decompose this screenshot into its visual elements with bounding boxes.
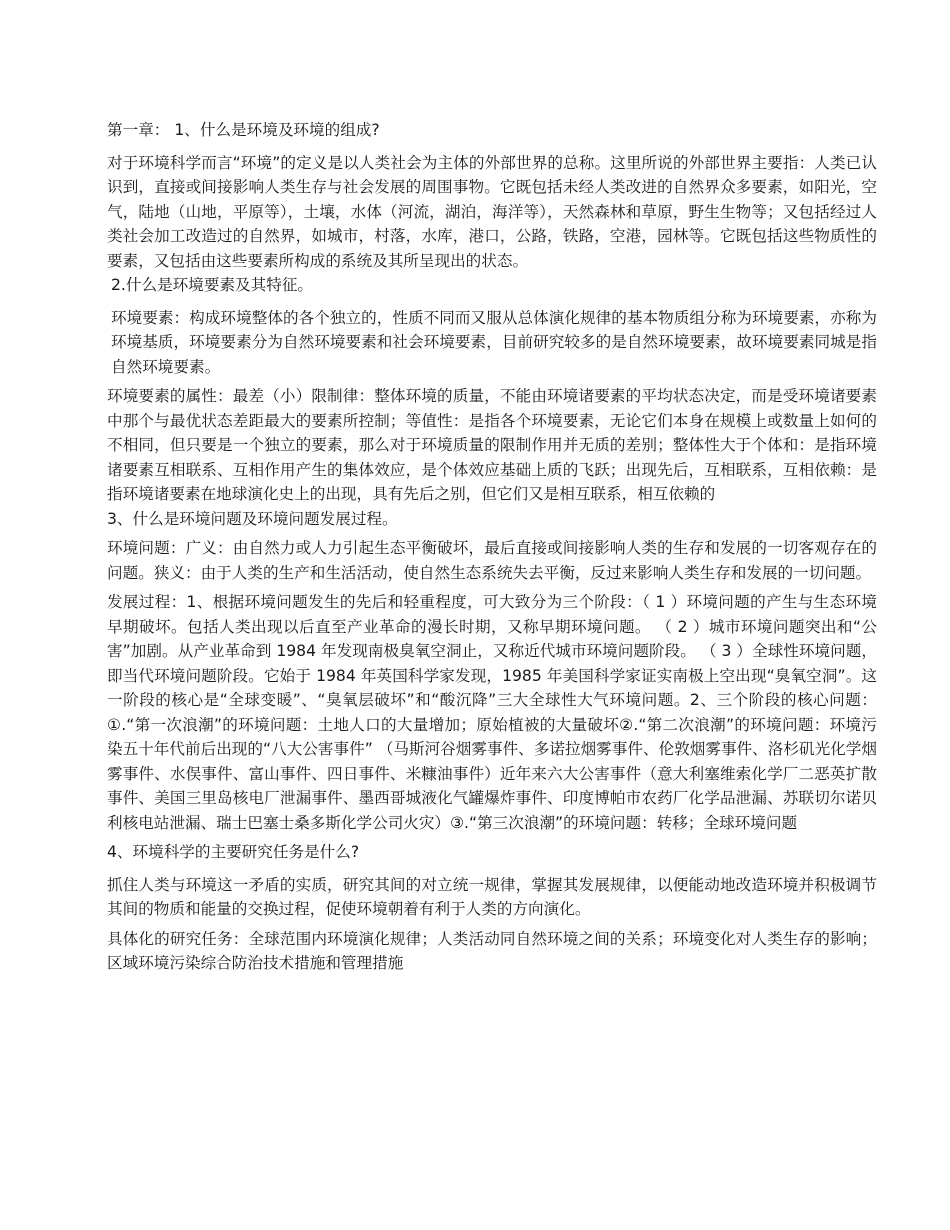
- environment-definition-paragraph: 对于环境科学而言“环境”的定义是以人类社会为主体的外部世界的总称。这里所说的外部世界主要指：人类已认识到，直接或间接影响人类生存与社会发展的周围事物。它既包括未经人类改进的自然界众多要素，如阳光，空气，陆地（山地，平原等），土壤，水体（河流，湖泊，海洋等），天然森林和草原，野生生物等；又包括经过人类社会加工改造过的自然界，如城市，村落，水库，港口，公路，铁路，空港，园林等。它既包括这些物质性的要素，又包括由这些要素所构成的系统及其所呈现出的状态。: [107, 153, 877, 270]
- section-heading-tasks: 4、环境科学的主要研究任务是什么?: [107, 843, 360, 861]
- research-tasks-paragraph: 抓住人类与环境这一矛盾的实质，研究其间的对立统一规律，掌握其发展规律，以便能动地改造环境并积极调节其间的物质和能量的交换过程，促使环境朝着有利于人类的方向演化。: [107, 875, 877, 918]
- environment-problems-paragraph: 环境问题：广义：由自然力或人力引起生态平衡破坏，最后直接或间接影响人类的生存和发展的一切客观存在的问题。狭义：由于人类的生产和生活活动，使自然生态系统失去平衡，反过来影响人类生存和发展的一切问题。: [107, 539, 877, 582]
- specific-tasks-paragraph: 具体化的研究任务：全球范围内环境演化规律；人类活动同自然环境之间的关系；环境变化对人类生存的影响；区域环境污染综合防治技术措施和管理措施: [107, 929, 877, 972]
- document-page: [107, 118, 877, 976]
- section-heading-elements: 2.什么是环境要素及其特征。: [111, 276, 314, 294]
- environment-elements-paragraph: 环境要素：构成环境整体的各个独立的，性质不同而又服从总体演化规律的基本物质组分称为环境要素，亦称为环境基质，环境要素分为自然环境要素和社会环境要素，目前研究较多的是自然环境要素，故环境要素同城是指自然环境要素。: [111, 308, 877, 376]
- chapter-heading: 第一章： 1、什么是环境及环境的组成?: [107, 121, 380, 139]
- development-process-paragraph: 发展过程：1、根据环境问题发生的先后和轻重程度，可大致分为三个阶段：（ 1 ）环境问题的产生与生态环境早期破坏。包括人类出现以后直至产业革命的漫长时期，又称早期环境问题。 （ 2 ）城市环境问题突出和“公害”加剧。从产业革命到 1984 年发现南极臭氧空洞止，又称近代城市环境问题阶段。 （ 3 ）全球性环境问题，即当代环境问题阶段。它始于 1984 年英国科学家发现，1985 年美国科学家证实南极上空出现“臭氧空洞”。这一阶段的核心是“全球变暖”、“臭氧层破坏”和“酸沉降”三大全球性大气环境问题。2、三个阶段的核心问题：①.“第一次浪潮”的环境问题：土地人口的大量增加；原始植被的大量破坏②.“第二次浪潮”的环境问题：环境污染五十年代前后出现的“八大公害事件” （马斯河谷烟雾事件、多诺拉烟雾事件、伦敦烟雾事件、洛杉矶光化学烟雾事件、水俣事件、富山事件、四日事件、米糠油事件）近年来六大公害事件（意大利塞维索化学厂二恶英扩散事件、美国三里岛核电厂泄漏事件、墨西哥城液化气罐爆炸事件、印度博帕市农药厂化学品泄漏、苏联切尔诺贝利核电站泄漏、瑞士巴塞士桑多斯化学公司火灾）③.“第三次浪潮”的环境问题：转移；全球环境问题: [107, 593, 877, 832]
- section-heading-problems: 3、什么是环境问题及环境问题发展过程。: [107, 509, 398, 528]
- element-attributes-paragraph: 环境要素的属性：最差（小）限制律：整体环境的质量，不能由环境诸要素的平均状态决定，而是受环境诸要素中那个与最优状态差距最大的要素所控制；等值性：是指各个环境要素，无论它们本身在规模上或数量上如何的不相同，但只要是一个独立的要素，那么对于环境质量的限制作用并无质的差别；整体性大于个体和：是指环境诸要素互相联系、互相作用产生的集体效应，是个体效应基础上质的飞跃；出现先后，互相联系，互相依赖：是指环境诸要素在地球演化史上的出现，具有先后之别，但它们又是相互联系，相互依赖的: [107, 387, 877, 503]
